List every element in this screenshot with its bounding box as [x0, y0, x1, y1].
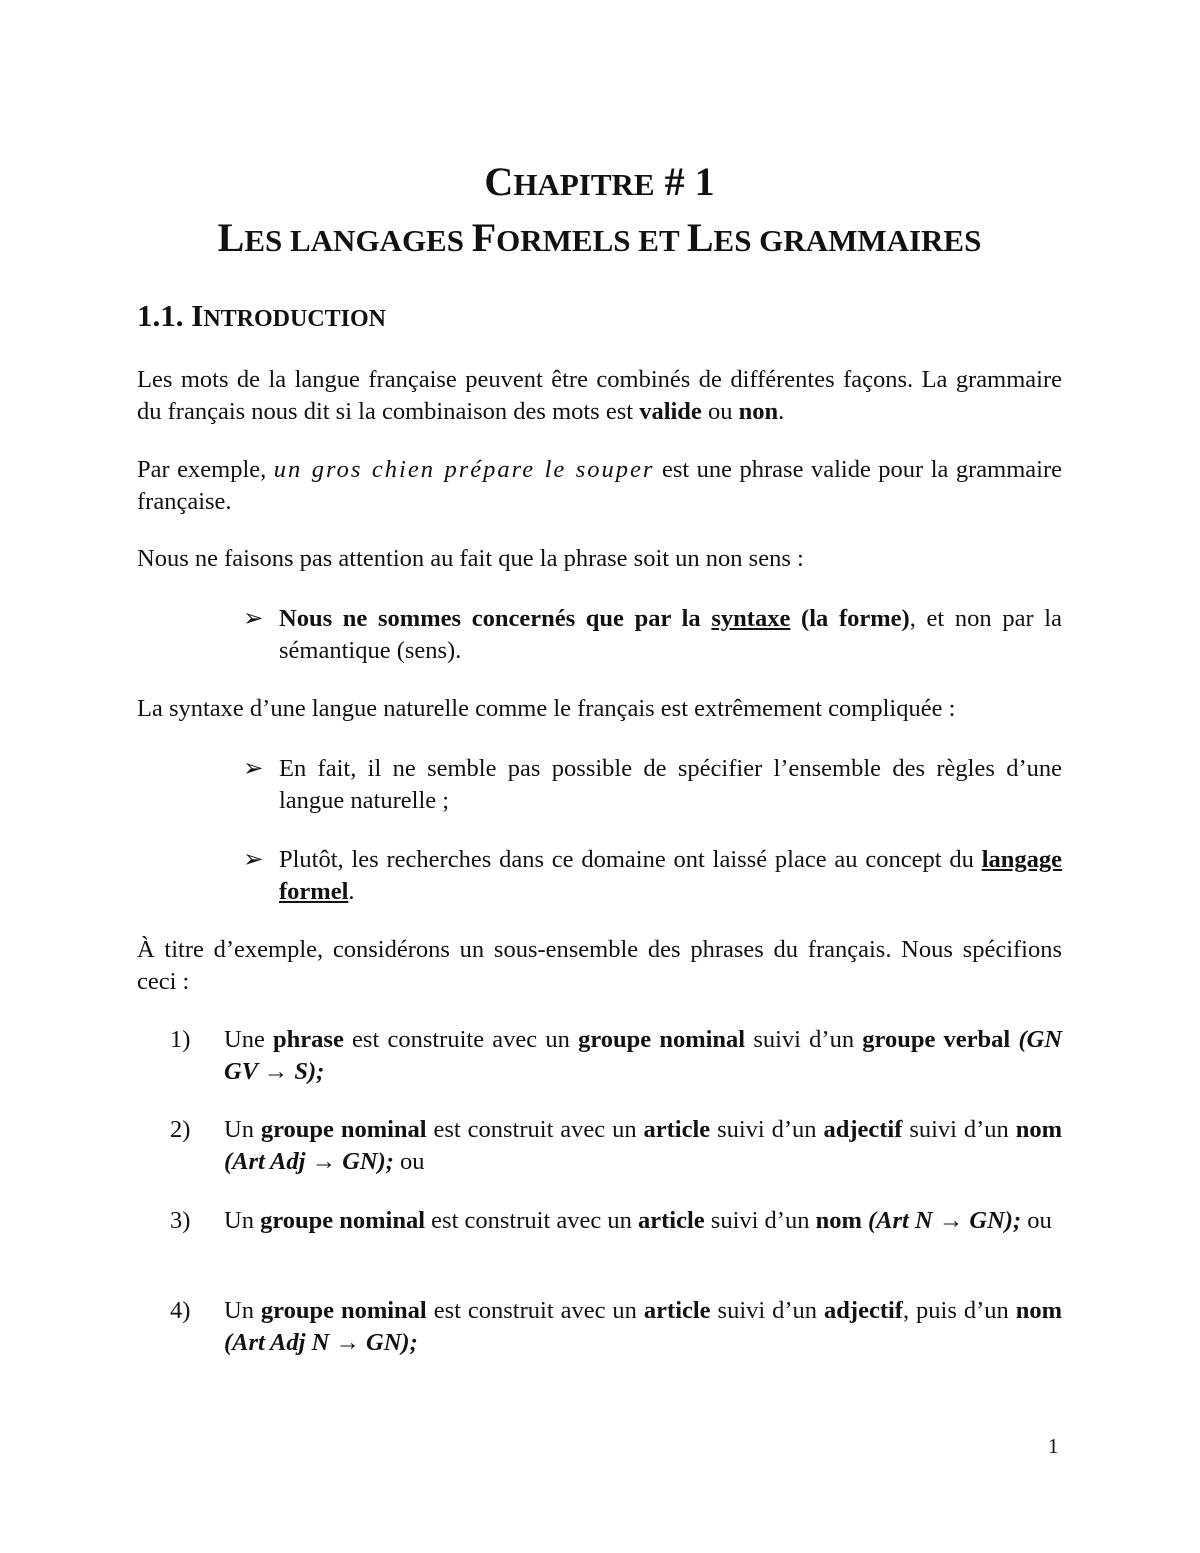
bullet-item: [243, 753, 1062, 817]
paragraph-text: À titre d’exemple, considérons un sous-ensemble des phrases du français. Nous spécifions ceci :: [137, 936, 1062, 995]
subtitle-cap-1: L: [217, 215, 245, 260]
emphasized-term: nom: [1015, 1297, 1063, 1324]
item-plain-text: Un: [224, 1297, 261, 1324]
emphasized-term: groupe nominal: [260, 1297, 427, 1324]
italic-example: un gros chien prépare le souper: [273, 456, 655, 483]
bullet-plain-text: Plutôt, les recherches dans ce domaine ont laissé place au concept du: [279, 846, 982, 873]
arrow-bullet-icon: ➢: [243, 605, 264, 632]
emphasized-term: (Art N → GN);: [868, 1207, 1022, 1234]
item-plain-text: suivi d’un: [902, 1116, 1016, 1143]
chapter-title-cap: C: [484, 159, 514, 204]
chapter-title: [137, 158, 1062, 209]
emphasized-term: (GN GV → S);: [224, 1026, 1063, 1085]
item-plain-text: est construit avec un: [426, 1116, 644, 1143]
item-plain-text: Un: [224, 1116, 261, 1143]
subtitle-cap-3: L: [686, 215, 714, 260]
item-plain-text: ou: [1021, 1207, 1052, 1234]
paragraph-text: Les mots de la langue française peuvent être combinés de différentes façons. La grammaire du français nous dit si la combinaison des mots est: [137, 366, 1062, 425]
bullet-item: [243, 603, 1062, 667]
bullet-item: [243, 844, 1062, 908]
emphasized-term: article: [643, 1297, 711, 1324]
item-text: [170, 1024, 1062, 1088]
item-plain-text: ou: [393, 1148, 425, 1175]
section-heading: [137, 296, 386, 339]
paragraph-text: Par exemple,: [137, 456, 274, 483]
emphasized-term: nom: [1015, 1116, 1063, 1143]
paragraph-text: Nous ne faisons pas attention au fait que la phrase soit un non sens :: [137, 545, 804, 572]
bullet-plain-text: , et non par la sémantique (sens).: [279, 605, 1062, 664]
item-plain-text: est construite avec un: [343, 1026, 579, 1053]
emphasized-term: article: [643, 1116, 711, 1143]
bold-term: non: [738, 398, 779, 425]
item-plain-text: , puis d’un: [902, 1297, 1016, 1324]
item-plain-text: est construit avec un: [425, 1207, 638, 1234]
bold-term: Nous ne sommes concernés que par la: [279, 605, 712, 632]
bullet-plain-text: .: [348, 878, 355, 905]
emphasized-term: adjectif: [823, 1116, 903, 1143]
item-plain-text: Une: [224, 1026, 274, 1053]
subtitle-sc-3: ES GRAMMAIRES: [713, 223, 982, 258]
emphasized-term: groupe verbal: [862, 1026, 1011, 1053]
item-number: 2): [170, 1116, 191, 1143]
item-plain-text: Un: [224, 1207, 261, 1234]
item-plain-text: suivi d’un: [710, 1297, 825, 1324]
underlined-term: langage formel: [279, 846, 1062, 905]
arrow-bullet-icon: ➢: [243, 755, 264, 782]
paragraph-intro: [137, 364, 1062, 428]
numbered-item-2: [170, 1114, 1062, 1178]
paragraph-text: est une phrase valide pour la grammaire française.: [137, 456, 1062, 515]
paragraph-syntax: [137, 693, 1062, 725]
page-number: 1: [1048, 1434, 1059, 1458]
item-number: 1): [170, 1026, 191, 1053]
paragraph-text: .: [778, 398, 785, 425]
item-plain-text: suivi d’un: [710, 1116, 824, 1143]
paragraph-subset: [137, 934, 1062, 998]
item-text: [170, 1205, 1062, 1237]
bold-term: (la forme): [790, 605, 910, 632]
emphasized-term: groupe nominal: [260, 1116, 427, 1143]
paragraph-text: ou: [701, 398, 739, 425]
chapter-title-smallcaps: HAPITRE: [513, 167, 655, 202]
paragraph-nonsense: [137, 543, 1062, 575]
emphasized-term: groupe nominal: [578, 1026, 746, 1053]
item-number: 3): [170, 1207, 191, 1234]
emphasized-term: article: [638, 1207, 705, 1234]
bold-term: valide: [639, 398, 702, 425]
emphasized-term: groupe nominal: [260, 1207, 426, 1234]
subtitle-sc-2: ORMELS ET: [496, 223, 687, 258]
chapter-title-number: # 1: [654, 159, 715, 204]
section-smallcaps: NTRODUCTION: [203, 306, 387, 332]
section-cap: I: [191, 298, 204, 333]
chapter-subtitle: [137, 214, 1062, 265]
numbered-item-1: [170, 1024, 1062, 1088]
item-text: [170, 1295, 1062, 1359]
bullet-text: [243, 844, 1062, 908]
paragraph-example: [137, 454, 1062, 518]
item-plain-text: est construit avec un: [426, 1297, 644, 1324]
bullet-text: [243, 603, 1062, 667]
numbered-item-3: [170, 1205, 1062, 1237]
item-plain-text: suivi d’un: [704, 1207, 816, 1234]
emphasized-term: adjectif: [824, 1297, 903, 1324]
emphasized-term: phrase: [273, 1026, 344, 1053]
bullet-text: En fait, il ne semble pas possible de spécifier l’ensemble des règles d’une langue naturelle ;: [279, 755, 1062, 814]
numbered-item-4: [170, 1295, 1062, 1359]
subtitle-cap-2: F: [471, 215, 497, 260]
subtitle-sc-1: ES LANGAGES: [244, 223, 472, 258]
emphasized-term: nom: [815, 1207, 862, 1234]
item-number: 4): [170, 1297, 191, 1324]
paragraph-text: La syntaxe d’une langue naturelle comme le français est extrêmement compliquée :: [137, 695, 956, 722]
emphasized-term: (Art Adj N → GN);: [224, 1329, 418, 1356]
emphasized-term: (Art Adj → GN);: [224, 1148, 394, 1175]
item-text: [170, 1114, 1062, 1178]
item-plain-text: suivi d’un: [745, 1026, 863, 1053]
underlined-term: syntaxe: [711, 605, 791, 632]
arrow-bullet-icon: ➢: [243, 846, 264, 873]
section-number: 1.1.: [137, 298, 192, 333]
